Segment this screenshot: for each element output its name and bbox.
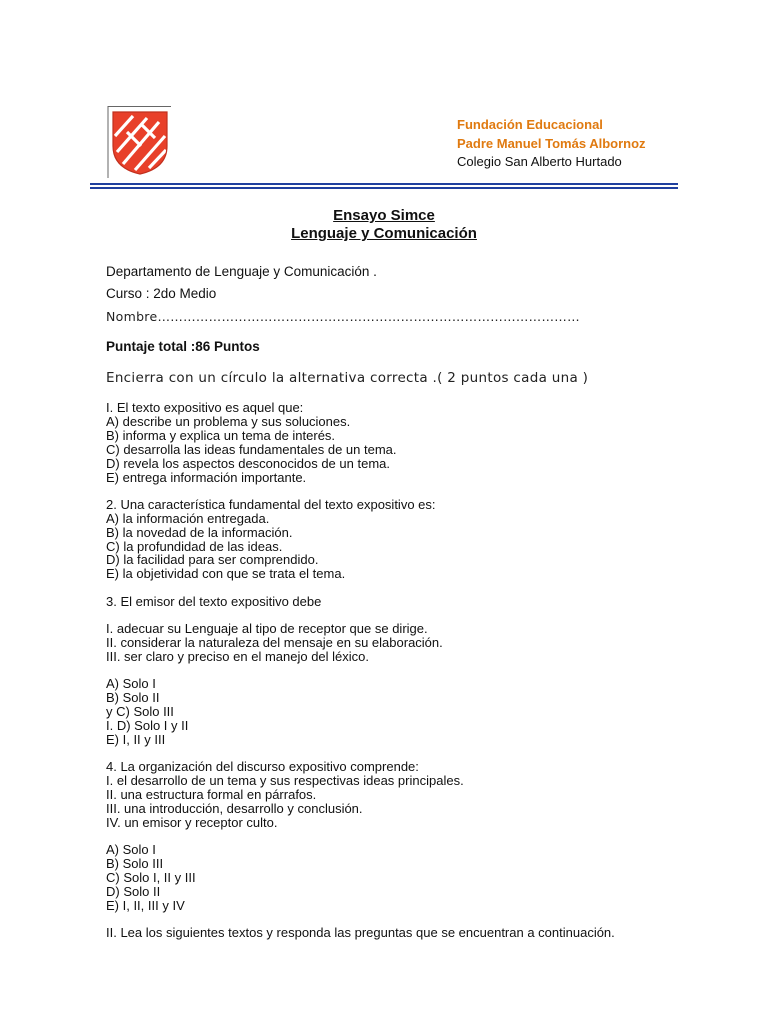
- question-block: [106, 760, 726, 830]
- school-name: Colegio San Alberto Hurtado: [457, 154, 622, 169]
- answer-line: E) entrega información importante.: [106, 469, 307, 485]
- question-line: II. Lea los siguientes textos y responda las preguntas que se encuentran a continuación.: [106, 924, 615, 940]
- answer-line: I. D) Solo I y II: [106, 717, 189, 733]
- question-line: 3. El emisor del texto expositivo debe: [106, 593, 322, 609]
- course-label: Curso : 2do Medio: [106, 286, 217, 301]
- header-divider-bottom: [90, 187, 678, 189]
- document-title: [0, 207, 768, 243]
- answer-line: E) la objetividad con que se trata el tema.: [106, 566, 346, 582]
- question-line: A) Solo I: [106, 676, 156, 692]
- total-score: Puntaje total :86 Puntos: [106, 339, 260, 354]
- answer-line: C) la profundidad de las ideas.: [106, 538, 283, 554]
- answer-line: y C) Solo III: [106, 703, 174, 719]
- answer-line: C) Solo I, II y III: [106, 869, 196, 885]
- answer-line: II. una estructura formal en párrafos.: [106, 786, 317, 802]
- question-line: I. El texto expositivo es aquel que:: [106, 400, 304, 415]
- answer-line: IV. un emisor y receptor culto.: [106, 814, 278, 830]
- answer-line: E) I, II, III y IV: [106, 897, 185, 913]
- founder-name: Padre Manuel Tomás Albornoz: [457, 135, 646, 151]
- answer-line: A) describe un problema y sus soluciones.: [106, 413, 351, 429]
- question-block: [106, 677, 726, 747]
- instructions: Encierra con un círculo la alternativa correcta .( 2 puntos cada una ): [106, 370, 589, 386]
- question-line: I. adecuar su Lenguaje al tipo de receptor que se dirige.: [106, 620, 428, 636]
- answer-line: I. el desarrollo de un tema y sus respectivas ideas principales.: [106, 772, 464, 788]
- question-block: [106, 926, 726, 940]
- question-block: [106, 401, 726, 484]
- department-label: Departamento de Lenguaje y Comunicación .: [106, 264, 377, 279]
- student-name-field: Nombre………………………………………………………………………………………: [106, 309, 580, 324]
- question-block: [106, 622, 726, 664]
- answer-line: B) la novedad de la información.: [106, 524, 293, 540]
- school-crest-logo: [107, 106, 171, 178]
- answer-line: D) revela los aspectos desconocidos de un tema.: [106, 455, 390, 471]
- question-block: [106, 498, 726, 581]
- answer-line: E) I, II y III: [106, 731, 166, 747]
- question-line: A) Solo I: [106, 841, 156, 857]
- questions-list: [106, 401, 726, 953]
- title-line-1: Ensayo Simce: [333, 207, 435, 224]
- answer-line: D) la facilidad para ser comprendido.: [106, 552, 319, 568]
- foundation-name: Fundación Educacional: [457, 117, 603, 132]
- question-block: [106, 843, 726, 913]
- question-line: 4. La organización del discurso expositivo comprende:: [106, 758, 419, 774]
- answer-line: C) desarrolla las ideas fundamentales de un tema.: [106, 441, 397, 457]
- question-line: 2. Una característica fundamental del texto expositivo es:: [106, 496, 436, 512]
- question-block: [106, 595, 726, 609]
- answer-line: III. una introducción, desarrollo y conclusión.: [106, 800, 363, 816]
- crest-icon: [107, 106, 171, 178]
- answer-line: B) Solo II: [106, 689, 160, 705]
- answer-line: B) informa y explica un tema de interés.: [106, 427, 336, 443]
- header-divider-top: [90, 183, 678, 185]
- answer-line: D) Solo II: [106, 883, 161, 899]
- organization-header: [457, 116, 646, 172]
- answer-line: II. considerar la naturaleza del mensaje en su elaboración.: [106, 634, 443, 650]
- answer-line: B) Solo III: [106, 855, 164, 871]
- title-line-2: Lenguaje y Comunicación: [291, 225, 477, 242]
- answer-line: A) la información entregada.: [106, 510, 270, 526]
- answer-line: III. ser claro y preciso en el manejo del léxico.: [106, 648, 370, 664]
